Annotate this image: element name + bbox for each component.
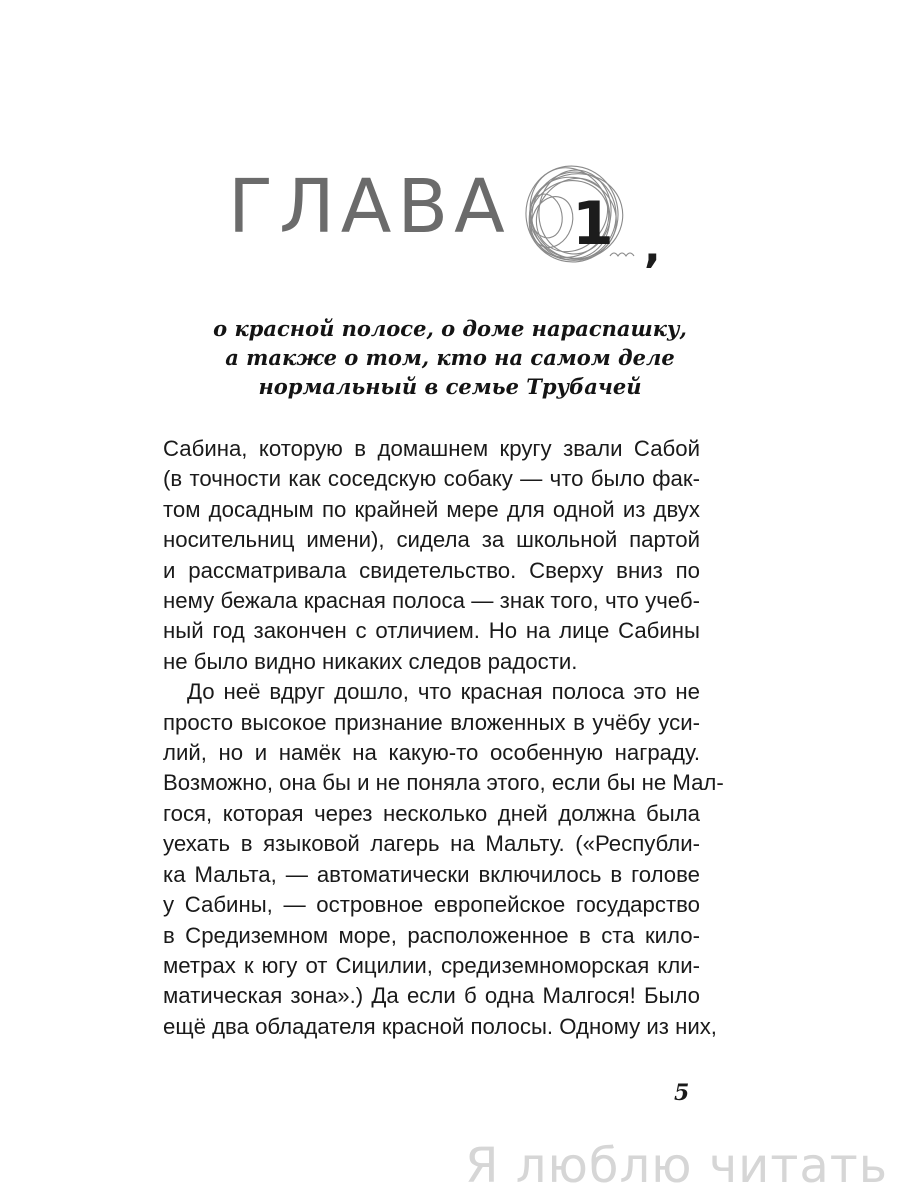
text-line: (в точности как соседскую собаку — что было фак- xyxy=(163,466,700,492)
text-line: Сабина, которую в домашнем кругу звали Сабой xyxy=(163,436,700,461)
subtitle-line: о красной полосе, о доме нараспашку, xyxy=(213,316,687,341)
body-text xyxy=(163,434,724,1042)
text-line: Возможно, она бы и не поняла этого, если бы не Мал- xyxy=(163,770,724,796)
text-line: уехать в языковой лагерь на Мальту. («Республи- xyxy=(163,831,700,857)
text-line: До неё вдруг дошло, что красная полоса это не xyxy=(187,679,700,705)
chapter-number-scribble xyxy=(512,158,662,278)
text-line: в Средиземном море, расположенное в ста кило- xyxy=(163,922,700,948)
text-line: гося, которая через несколько дней должна была xyxy=(163,800,700,826)
text-line: лий, но и намёк на какую-то особенную награду. xyxy=(163,740,700,766)
text-line: просто высокое признание вложенных в учёбу уси- xyxy=(163,709,700,735)
subtitle-line: а также о том, кто на самом деле xyxy=(225,345,675,370)
text-line: ещё два обладателя красной полосы. Одному из них, xyxy=(163,1013,717,1039)
text-line: метрах к югу от Сицилии, средиземноморская кли- xyxy=(163,952,700,978)
text-line: у Сабины, — островное европейское государство xyxy=(163,892,700,918)
page-number: 5 xyxy=(674,1080,690,1106)
text-line: не было видно никаких следов радости. xyxy=(163,648,578,674)
chapter-word: ГЛАВА xyxy=(228,164,511,250)
text-line: том досадным по крайней мере для одной из двух xyxy=(163,496,700,522)
text-line: и рассматривала свидетельство. Сверху вниз по xyxy=(163,557,700,583)
watermark: Я люблю читать xyxy=(465,1138,888,1194)
chapter-number: 1 xyxy=(572,189,614,259)
chapter-subtitle xyxy=(150,314,750,401)
text-line: нему бежала красная полоса — знак того, что учеб- xyxy=(163,588,700,614)
text-line: ка Мальта, — автоматически включилось в голове xyxy=(163,861,700,887)
chapter-heading xyxy=(228,158,668,278)
text-line: носительниц имени), сидела за школьной партой xyxy=(163,527,700,553)
chapter-comma: , xyxy=(644,222,661,273)
subtitle-line: нормальный в семье Трубачей xyxy=(258,374,642,399)
text-line: ный год закончен с отличием. Но на лице Сабины xyxy=(163,618,700,644)
text-line: матическая зона».) Да если б одна Малгося! Было xyxy=(163,983,700,1009)
